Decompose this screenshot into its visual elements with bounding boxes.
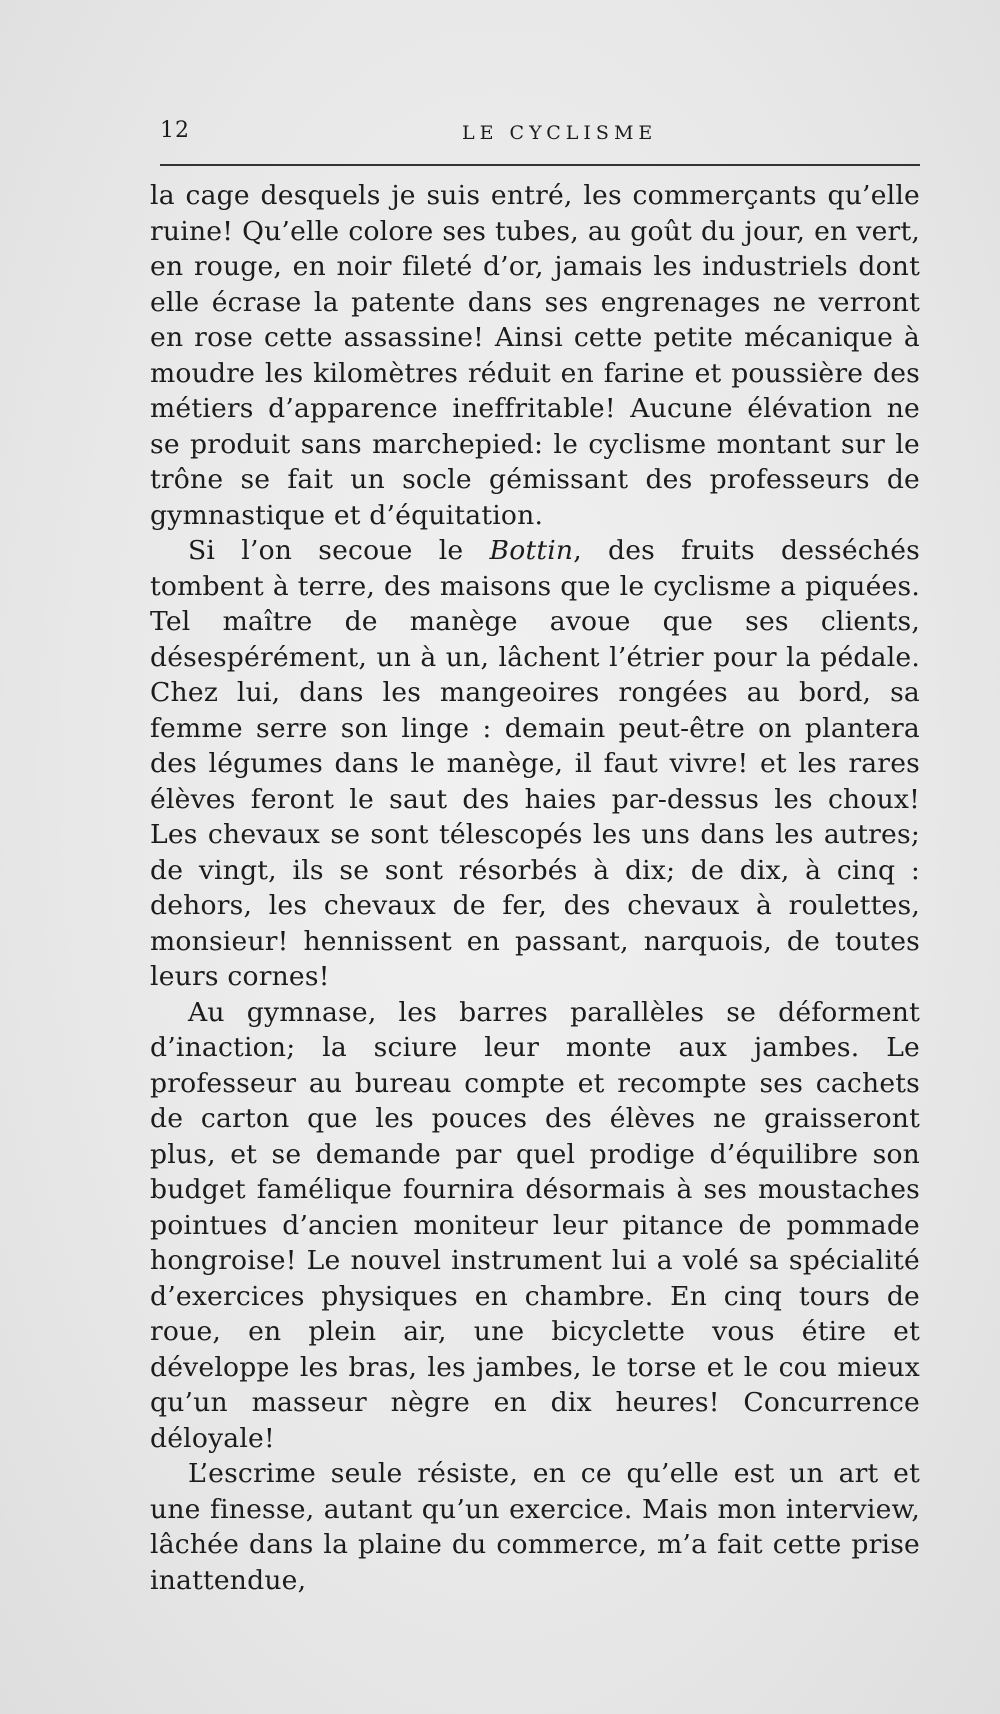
body-text [150, 178, 920, 1598]
paragraph-4 [150, 1456, 920, 1598]
paragraph-text: Si l’on secoue le [188, 535, 490, 566]
paragraph-text: Au gymnase, les barres parallèles se déforment d’inaction; la sciure leur monte aux jambes. Le professeur au bureau compte et recompte ses cachets de carton que les pouces des élèves ne graisseront plus, et se demande par quel prodige d’équilibre son budget famélique fournira désormais à ses moustaches pointues d’ancien moniteur leur pitance de pommade hongroise! Le nouvel instrument lui a volé sa spécialité d’exercices physiques en chambre. En cinq tours de roue, en plein air, une bicyclette vous étire et développe les bras, les jambes, le torse et le cou mieux qu’un masseur nègre en dix heures! Concurrence déloyale! [150, 996, 920, 1454]
paragraph-1 [150, 178, 920, 533]
paragraph-2 [150, 533, 920, 995]
paragraph-3 [150, 995, 920, 1457]
paragraph-text: L’escrime seule résiste, en ce qu’elle est un art et une finesse, autant qu’un exercice. Mais mon interview, lâchée dans la plaine du commerce, m’a fait cette prise inattendue, [150, 1458, 920, 1596]
paragraph-text: , des fruits desséchés tombent à terre, des maisons que le cyclisme a piquées. Tel maître de manège avoue que ses clients, désespérément, un à un, lâchent l’étrier pour la pédale. Chez lui, dans les mangeoires rongées au bord, sa femme serre son linge : demain peut-être on plantera des légumes dans le manège, il faut vivre! et les rares élèves feront le saut des haies par-dessus les choux! Les chevaux se sont télescopés les uns dans les autres; de vingt, ils se sont résorbés à dix; de dix, à cinq : dehors, les chevaux de fer, des chevaux à roulettes, monsieur! hennissent en passant, narquois, de toutes leurs cornes! [150, 535, 920, 992]
page-number: 12 [160, 118, 190, 143]
header-rule [160, 164, 920, 166]
running-head [160, 118, 920, 158]
paragraph-text: la cage desquels je suis entré, les commerçants qu’elle ruine! Qu’elle colore ses tubes, au goût du jour, en vert, en rouge, en noir fileté d’or, jamais les industriels dont elle écrase la patente dans ses engrenages ne verront en rose cette assassine! Ainsi cette petite mécanique à moudre les kilomètres réduit en farine et poussière des métiers d’apparence ineffritable! Aucune élévation ne se produit sans marchepied: le cyclisme montant sur le trône se fait un socle gémissant des professeurs de gymnastique et d’équitation. [150, 180, 920, 531]
running-title: LE CYCLISME [462, 122, 658, 144]
italic-title-bottin: Bottin [489, 535, 574, 566]
